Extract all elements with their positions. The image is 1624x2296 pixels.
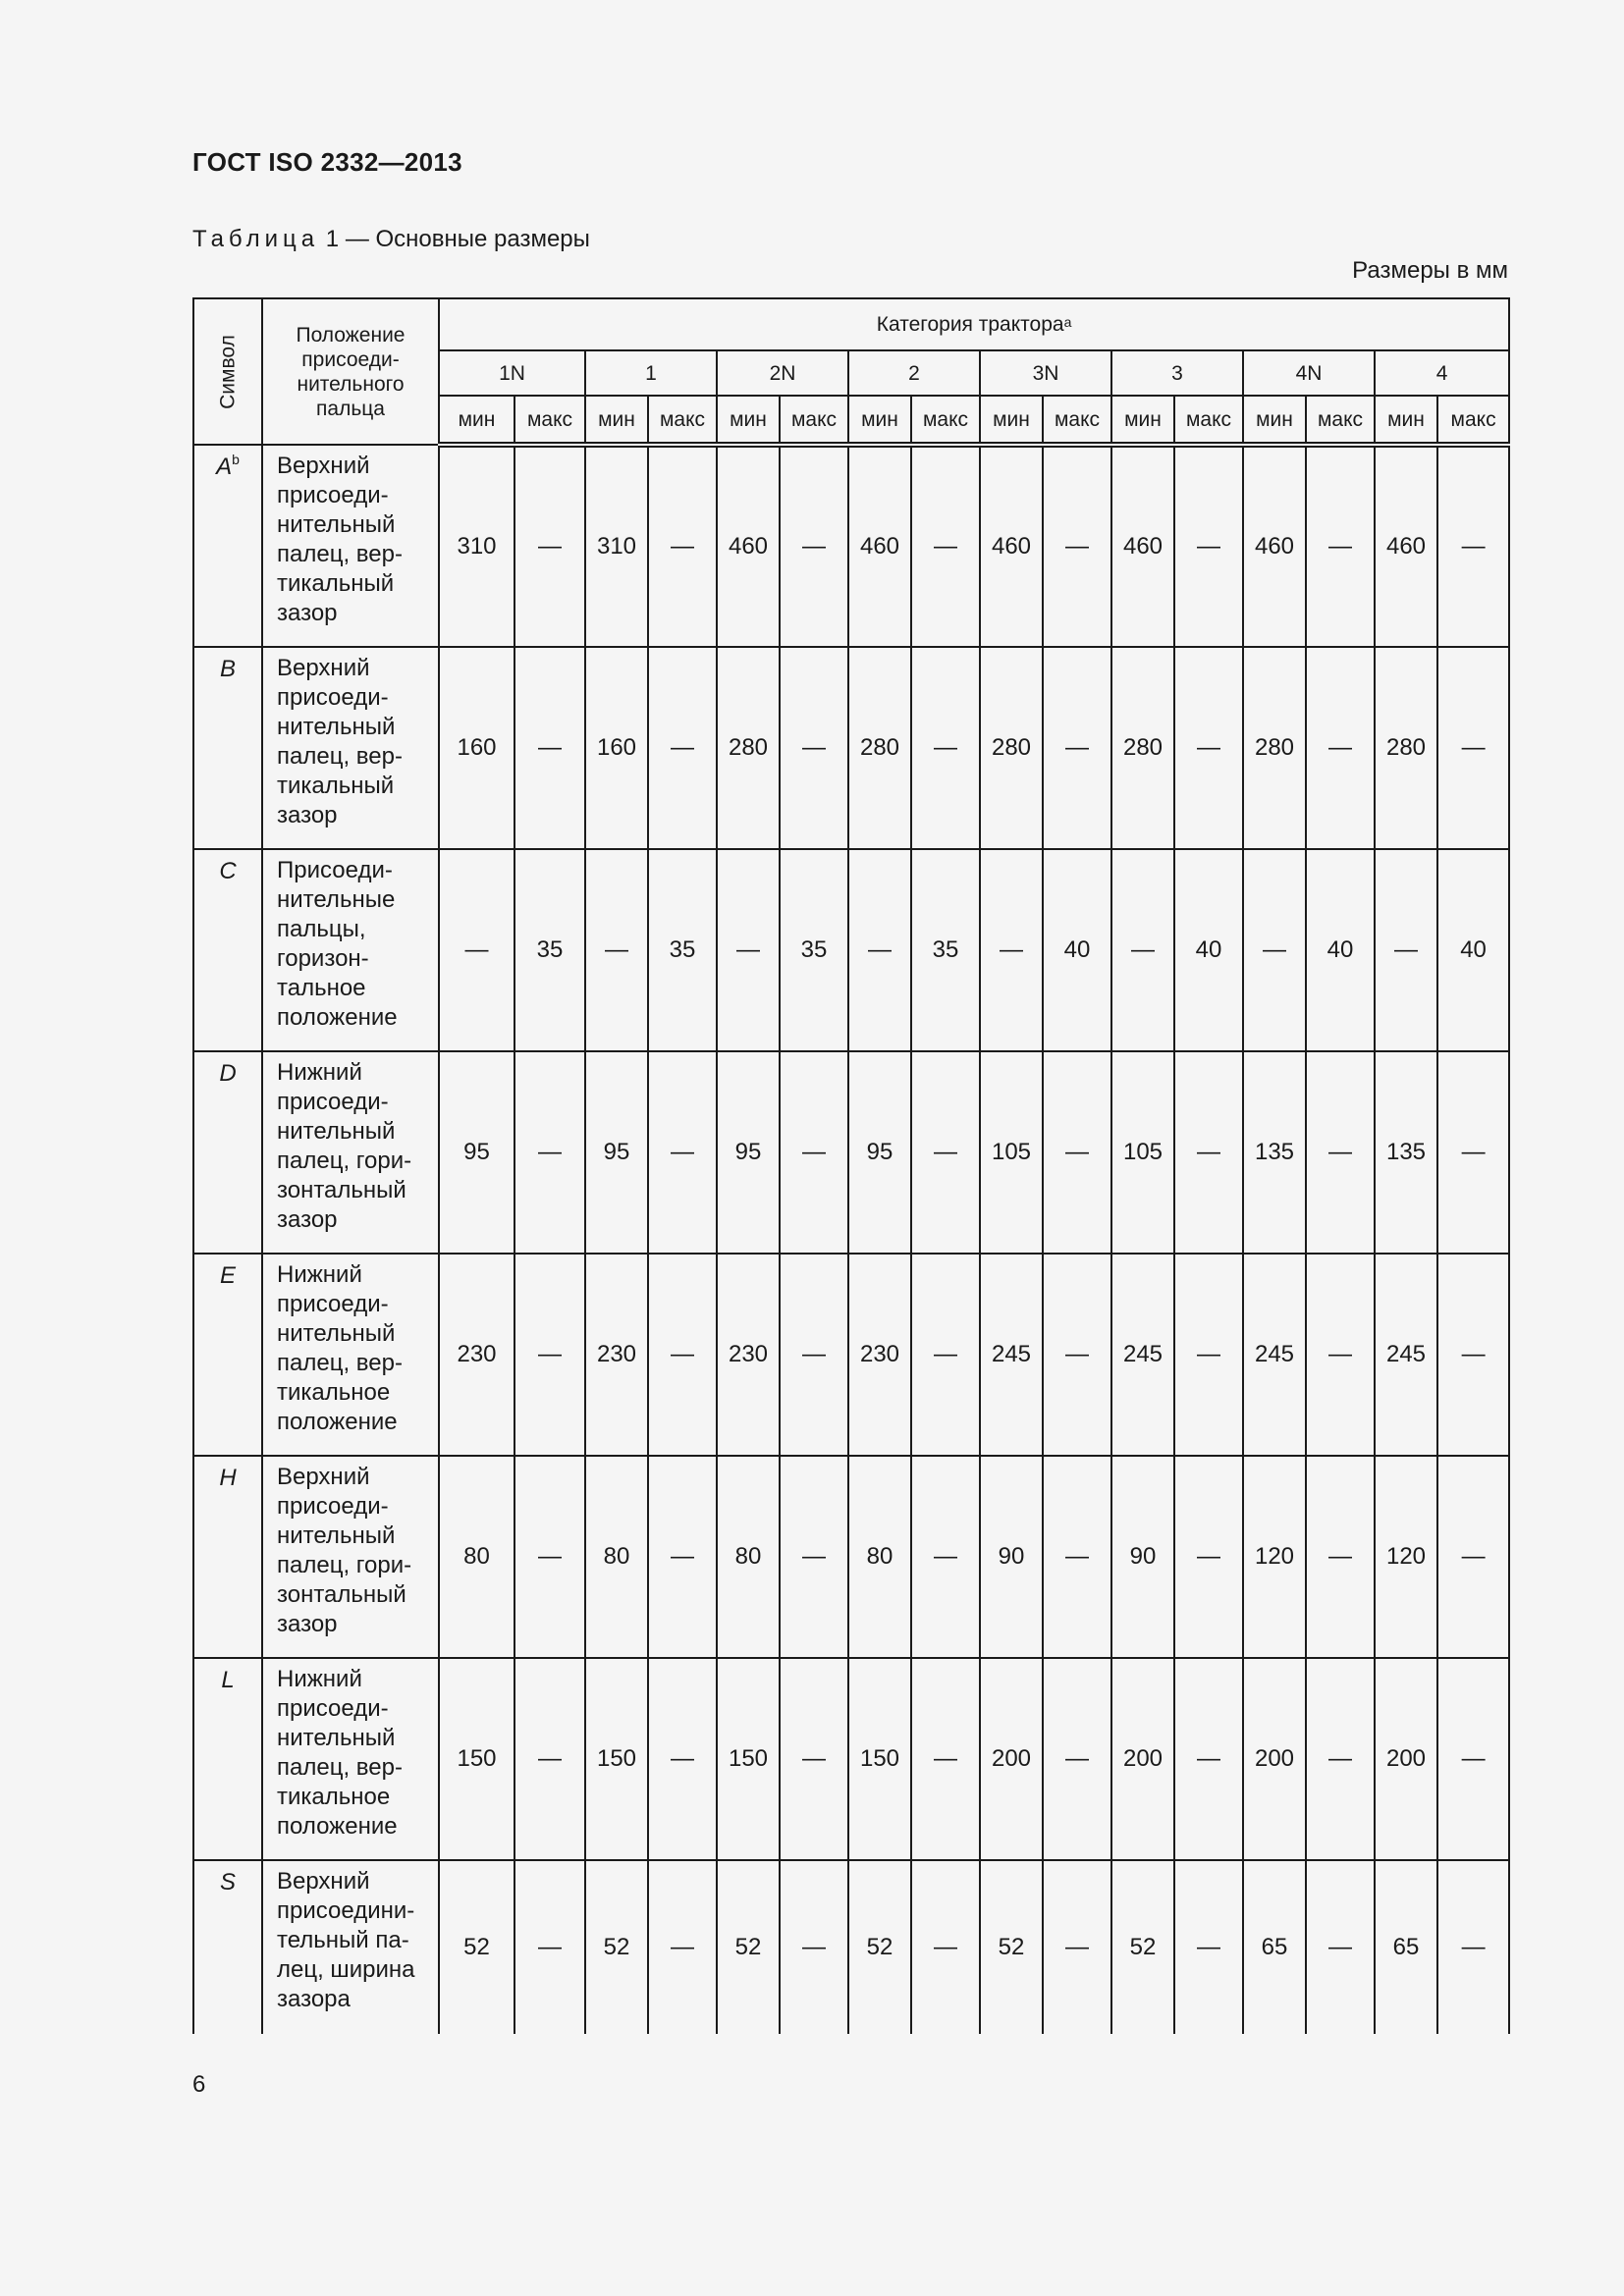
symbol-footnote-mark: b (232, 452, 240, 467)
min-value-cell: 135 (1375, 1051, 1437, 1254)
max-value-cell: — (780, 1254, 848, 1456)
min-value-cell: 150 (585, 1658, 648, 1860)
min-value-cell: 105 (1111, 1051, 1174, 1254)
max-value-cell: — (514, 647, 585, 849)
min-value-cell: 230 (848, 1254, 911, 1456)
min-value-cell: 90 (1111, 1456, 1174, 1658)
position-cell: Верхний присоеди- нительный палец, вер- тикальный зазор (262, 445, 439, 647)
max-value-cell: — (1174, 1860, 1243, 2034)
max-value-cell: 40 (1437, 849, 1509, 1051)
max-value-cell: — (1043, 1658, 1111, 1860)
max-value-cell: — (1306, 647, 1375, 849)
max-value-cell: — (1043, 1254, 1111, 1456)
min-value-cell: 95 (717, 1051, 780, 1254)
table-row (193, 647, 1509, 849)
symbol-cell (193, 1456, 262, 1658)
min-value-cell: 245 (1243, 1254, 1306, 1456)
max-value-cell: 40 (1306, 849, 1375, 1051)
min-value-cell: 150 (439, 1658, 514, 1860)
symbol-header (193, 298, 262, 445)
max-value-cell: — (1043, 1051, 1111, 1254)
max-value-cell: — (648, 1860, 717, 2034)
max-value-cell: — (1306, 1456, 1375, 1658)
min-header: мин (1243, 396, 1306, 445)
max-value-cell: — (1174, 1456, 1243, 1658)
max-value-cell: — (648, 445, 717, 647)
min-value-cell: 80 (717, 1456, 780, 1658)
max-value-cell: — (780, 1860, 848, 2034)
min-header: мин (1111, 396, 1174, 445)
min-value-cell: — (717, 849, 780, 1051)
symbol-text: E (219, 1262, 236, 1289)
max-value-cell: 40 (1174, 849, 1243, 1051)
max-value-cell: 40 (1043, 849, 1111, 1051)
min-value-cell: 245 (1375, 1254, 1437, 1456)
min-value-cell: 280 (717, 647, 780, 849)
symbol-cell (193, 1051, 262, 1254)
symbol-text: C (219, 858, 237, 884)
position-cell: Верхний присоедини- тельный па- лец, ширина зазора (262, 1860, 439, 2034)
max-value-cell: — (1306, 1254, 1375, 1456)
min-value-cell: 52 (1111, 1860, 1174, 2034)
symbol-text: B (219, 656, 236, 682)
max-value-cell: — (514, 1254, 585, 1456)
category-header-label: Категория трактора (876, 313, 1064, 336)
max-value-cell: — (514, 1658, 585, 1860)
max-value-cell: — (514, 1456, 585, 1658)
max-value-cell: — (911, 1456, 980, 1658)
min-value-cell: 200 (1375, 1658, 1437, 1860)
min-value-cell: 230 (717, 1254, 780, 1456)
max-value-cell: — (1174, 445, 1243, 647)
max-value-cell: — (648, 1456, 717, 1658)
max-value-cell: 35 (514, 849, 585, 1051)
min-value-cell: — (980, 849, 1043, 1051)
min-value-cell: 120 (1375, 1456, 1437, 1658)
min-value-cell: 200 (1111, 1658, 1174, 1860)
max-value-cell: — (514, 1051, 585, 1254)
min-value-cell: 65 (1243, 1860, 1306, 2034)
symbol-cell (193, 849, 262, 1051)
max-header: макс (1306, 396, 1375, 445)
category-2n: 2N (717, 350, 848, 396)
max-value-cell: — (1437, 647, 1509, 849)
min-value-cell: — (585, 849, 648, 1051)
max-value-cell: — (1174, 647, 1243, 849)
min-value-cell: 52 (980, 1860, 1043, 2034)
min-value-cell: — (848, 849, 911, 1051)
dimensions-table (192, 297, 1510, 2034)
max-value-cell: — (1306, 1051, 1375, 1254)
max-value-cell: — (1306, 445, 1375, 647)
min-value-cell: 105 (980, 1051, 1043, 1254)
max-value-cell: — (648, 1051, 717, 1254)
category-header (439, 298, 1509, 350)
table-row (193, 1860, 1509, 2034)
max-value-cell: — (1437, 1051, 1509, 1254)
min-value-cell: 150 (717, 1658, 780, 1860)
category-footnote-mark: a (1063, 314, 1072, 330)
caption-prefix: Таблица (192, 226, 320, 252)
max-value-cell: — (911, 1658, 980, 1860)
min-value-cell: 120 (1243, 1456, 1306, 1658)
page-number: 6 (192, 2071, 206, 2098)
min-value-cell: 80 (585, 1456, 648, 1658)
table-caption (192, 226, 590, 253)
min-value-cell: — (1243, 849, 1306, 1051)
position-cell: Нижний присоеди- нительный палец, гори- зонтальный зазор (262, 1051, 439, 1254)
position-cell: Присоеди- нительные пальцы, горизон- тальное положение (262, 849, 439, 1051)
table-row (193, 1456, 1509, 1658)
min-value-cell: 160 (585, 647, 648, 849)
max-header: макс (780, 396, 848, 445)
symbol-text: D (219, 1060, 237, 1087)
max-value-cell: — (648, 1254, 717, 1456)
max-value-cell: — (514, 445, 585, 647)
min-value-cell: 52 (848, 1860, 911, 2034)
min-value-cell: 460 (717, 445, 780, 647)
caption-text: — Основные размеры (345, 226, 590, 252)
symbol-text: A (216, 454, 233, 480)
min-value-cell: 52 (439, 1860, 514, 2034)
max-value-cell: — (1043, 1456, 1111, 1658)
category-4: 4 (1375, 350, 1509, 396)
max-value-cell: — (648, 647, 717, 849)
min-header: мин (439, 396, 514, 445)
symbol-cell (193, 647, 262, 849)
max-value-cell: — (780, 647, 848, 849)
max-value-cell: — (1437, 1658, 1509, 1860)
min-value-cell: 280 (848, 647, 911, 849)
table-row (193, 445, 1509, 647)
min-value-cell: 280 (1243, 647, 1306, 849)
table-row (193, 1254, 1509, 1456)
min-value-cell: 245 (980, 1254, 1043, 1456)
max-value-cell: — (780, 1456, 848, 1658)
min-value-cell: 230 (439, 1254, 514, 1456)
min-value-cell: 150 (848, 1658, 911, 1860)
min-value-cell: 52 (585, 1860, 648, 2034)
max-value-cell: — (911, 1051, 980, 1254)
max-value-cell: — (1174, 1051, 1243, 1254)
symbol-cell (193, 445, 262, 647)
max-header: макс (648, 396, 717, 445)
min-header: мин (717, 396, 780, 445)
symbol-cell (193, 1860, 262, 2034)
table-row (193, 849, 1509, 1051)
max-value-cell: — (1437, 1254, 1509, 1456)
position-cell: Нижний присоеди- нительный палец, вер- тикальное положение (262, 1254, 439, 1456)
min-header: мин (1375, 396, 1437, 445)
min-value-cell: 280 (980, 647, 1043, 849)
max-header: макс (1043, 396, 1111, 445)
max-header: макс (514, 396, 585, 445)
max-value-cell: 35 (911, 849, 980, 1051)
min-value-cell: 460 (1243, 445, 1306, 647)
min-value-cell: 460 (1375, 445, 1437, 647)
min-value-cell: 280 (1375, 647, 1437, 849)
max-value-cell: — (1043, 647, 1111, 849)
min-header: мин (980, 396, 1043, 445)
min-value-cell: 460 (1111, 445, 1174, 647)
table-row (193, 1658, 1509, 1860)
max-value-cell: — (648, 1658, 717, 1860)
max-header: макс (911, 396, 980, 445)
category-2: 2 (848, 350, 980, 396)
max-header: макс (1174, 396, 1243, 445)
max-value-cell: — (911, 445, 980, 647)
min-header: мин (585, 396, 648, 445)
category-3n: 3N (980, 350, 1111, 396)
max-value-cell: — (1437, 1860, 1509, 2034)
min-value-cell: 95 (439, 1051, 514, 1254)
position-cell: Верхний присоеди- нительный палец, гори- зонтальный зазор (262, 1456, 439, 1658)
min-value-cell: 310 (439, 445, 514, 647)
symbol-cell (193, 1658, 262, 1860)
min-value-cell: 52 (717, 1860, 780, 2034)
max-value-cell: — (514, 1860, 585, 2034)
max-value-cell: — (780, 1051, 848, 1254)
table-row (193, 1051, 1509, 1254)
max-header: макс (1437, 396, 1509, 445)
min-value-cell: 135 (1243, 1051, 1306, 1254)
min-value-cell: 90 (980, 1456, 1043, 1658)
min-header: мин (848, 396, 911, 445)
min-value-cell: — (1111, 849, 1174, 1051)
max-value-cell: 35 (648, 849, 717, 1051)
min-value-cell: 460 (848, 445, 911, 647)
min-value-cell: 460 (980, 445, 1043, 647)
symbol-cell (193, 1254, 262, 1456)
max-value-cell: — (1437, 445, 1509, 647)
min-value-cell: 200 (980, 1658, 1043, 1860)
position-header: Положение присоеди-нительного пальца (262, 298, 439, 445)
min-value-cell: — (1375, 849, 1437, 1051)
max-value-cell: — (1306, 1658, 1375, 1860)
symbol-text: H (219, 1465, 237, 1491)
max-value-cell: — (1437, 1456, 1509, 1658)
position-cell: Верхний присоеди- нительный палец, вер- тикальный зазор (262, 647, 439, 849)
max-value-cell: — (1043, 445, 1111, 647)
symbol-text: S (219, 1869, 236, 1896)
category-1: 1 (585, 350, 717, 396)
units-note: Размеры в мм (1352, 257, 1508, 284)
position-cell: Нижний присоеди- нительный палец, вер- тикальное положение (262, 1658, 439, 1860)
max-value-cell: — (911, 647, 980, 849)
symbol-text: L (221, 1667, 235, 1693)
min-value-cell: 245 (1111, 1254, 1174, 1456)
caption-number: 1 (325, 226, 340, 252)
min-value-cell: 65 (1375, 1860, 1437, 2034)
min-value-cell: 80 (439, 1456, 514, 1658)
min-value-cell: — (439, 849, 514, 1051)
max-value-cell: 35 (780, 849, 848, 1051)
min-value-cell: 200 (1243, 1658, 1306, 1860)
table-body (193, 445, 1509, 2034)
min-value-cell: 230 (585, 1254, 648, 1456)
min-value-cell: 280 (1111, 647, 1174, 849)
category-1n: 1N (439, 350, 585, 396)
max-value-cell: — (780, 1658, 848, 1860)
min-value-cell: 80 (848, 1456, 911, 1658)
min-value-cell: 310 (585, 445, 648, 647)
max-value-cell: — (911, 1254, 980, 1456)
document-title: ГОСТ ISO 2332—2013 (192, 147, 462, 177)
max-value-cell: — (911, 1860, 980, 2034)
category-3: 3 (1111, 350, 1243, 396)
min-value-cell: 95 (848, 1051, 911, 1254)
max-value-cell: — (1306, 1860, 1375, 2034)
max-value-cell: — (1174, 1254, 1243, 1456)
min-value-cell: 95 (585, 1051, 648, 1254)
symbol-header-label: Символ (216, 334, 240, 409)
max-value-cell: — (1174, 1658, 1243, 1860)
max-value-cell: — (780, 445, 848, 647)
min-value-cell: 160 (439, 647, 514, 849)
max-value-cell: — (1043, 1860, 1111, 2034)
category-4n: 4N (1243, 350, 1375, 396)
